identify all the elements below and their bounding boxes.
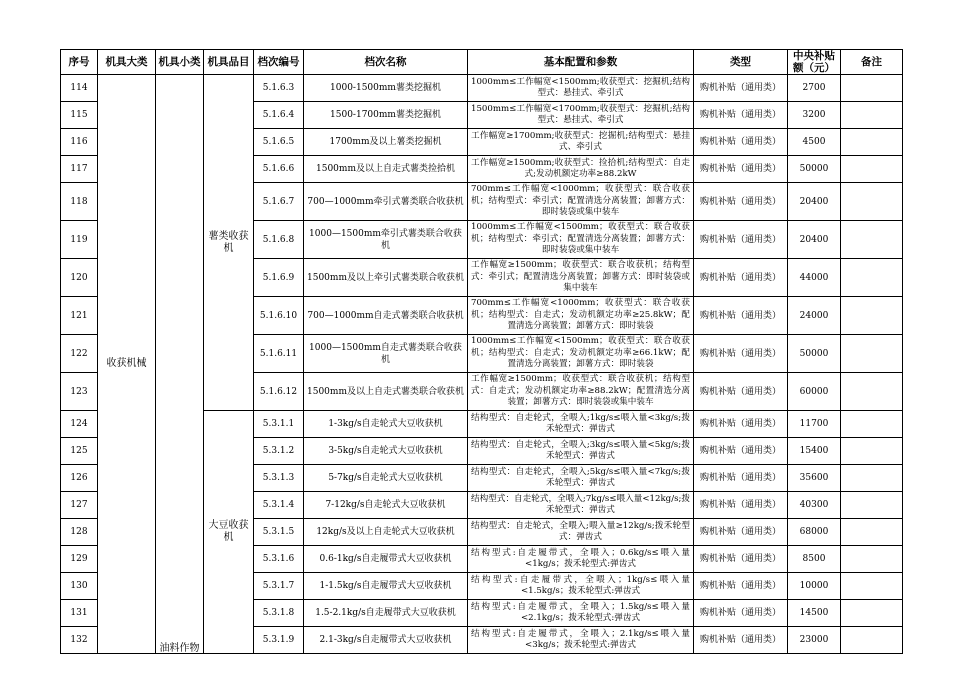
subsidy-type: 购机补贴（通用类） — [694, 335, 788, 373]
subsidy-amount: 20400 — [788, 183, 841, 221]
remark — [841, 546, 903, 573]
grade-name: 1500mm及以上自走式薯类联合收获机 — [304, 373, 468, 411]
subsidy-type: 购机补贴（通用类） — [694, 102, 788, 129]
config-params: 结构型式:自走履带式，全喂入；1kg/s≤喂入量<1.5kg/s；拨禾轮型式:弹齿式 — [468, 573, 694, 600]
machine-subclass — [156, 75, 204, 654]
grade-code: 5.3.1.6 — [254, 546, 304, 573]
subsidy-amount: 24000 — [788, 297, 841, 335]
grade-code: 5.3.1.3 — [254, 465, 304, 492]
grade-name: 1700mm及以上薯类挖掘机 — [304, 129, 468, 156]
row-number: 123 — [61, 373, 98, 411]
remark — [841, 573, 903, 600]
config-params: 结构型式:自走履带式，全喂入；1.5kg/s≤喂入量<2.1kg/s；拨禾轮型式:弹齿式 — [468, 600, 694, 627]
config-params: 700mm≤工作幅宽<1000mm；收获型式：联合收获机；结构型式：牵引式；配置清选分离装置；卸薯方式：即时装袋或集中装车 — [468, 183, 694, 221]
remark — [841, 183, 903, 221]
subsidy-type: 购机补贴（通用类） — [694, 519, 788, 546]
next-subclass-label: 油料作物 — [159, 643, 200, 654]
config-params: 1000mm≤工作幅宽<1500mm；收获型式：联合收获机；结构型式：牵引式；配置清选分离装置；卸薯方式：即时装袋或集中装车 — [468, 221, 694, 259]
grade-code: 5.1.6.4 — [254, 102, 304, 129]
table-header-row — [61, 50, 903, 75]
remark — [841, 259, 903, 297]
row-number: 131 — [61, 600, 98, 627]
config-params: 结构型式：自走轮式，全喂入;1kg/s≤喂入量<3kg/s;拨禾轮型式：弹齿式 — [468, 411, 694, 438]
col-header-note: 备注 — [841, 50, 903, 75]
subsidy-type: 购机补贴（通用类） — [694, 492, 788, 519]
subsidy-type: 购机补贴（通用类） — [694, 411, 788, 438]
subsidy-amount: 4500 — [788, 129, 841, 156]
machine-item-soybean: 大豆收获机 — [204, 411, 254, 654]
subsidy-type: 购机补贴（通用类） — [694, 573, 788, 600]
row-number: 122 — [61, 335, 98, 373]
subsidy-type: 购机补贴（通用类） — [694, 221, 788, 259]
config-params: 工作幅宽≥1500mm;收获型式：捡拾机;结构型式：自走式;发动机额定功率≥88.2kW — [468, 156, 694, 183]
subsidy-type: 购机补贴（通用类） — [694, 75, 788, 102]
machine-category: 收获机械 — [98, 75, 156, 654]
row-number: 125 — [61, 438, 98, 465]
remark — [841, 600, 903, 627]
grade-code: 5.3.1.7 — [254, 573, 304, 600]
grade-name: 0.6-1kg/s自走履带式大豆收获机 — [304, 546, 468, 573]
row-number: 130 — [61, 573, 98, 600]
config-params: 1500mm≤工作幅宽<1700mm;收获型式：挖掘机;结构型式：悬挂式、牵引式 — [468, 102, 694, 129]
machine-item-potato: 薯类收获机 — [204, 75, 254, 411]
remark — [841, 335, 903, 373]
config-params: 结构型式：自走轮式，全喂入;5kg/s≤喂入量<7kg/s;拨禾轮型式：弹齿式 — [468, 465, 694, 492]
subsidy-type: 购机补贴（通用类） — [694, 546, 788, 573]
remark — [841, 156, 903, 183]
row-number: 119 — [61, 221, 98, 259]
subsidy-amount: 35600 — [788, 465, 841, 492]
subsidy-amount: 50000 — [788, 335, 841, 373]
col-header-config: 基本配置和参数 — [468, 50, 694, 75]
grade-name: 3-5kg/s自走轮式大豆收获机 — [304, 438, 468, 465]
grade-name: 1000—1500mm自走式薯类联合收获机 — [304, 335, 468, 373]
grade-name: 1500-1700mm薯类挖掘机 — [304, 102, 468, 129]
grade-code: 5.1.6.9 — [254, 259, 304, 297]
grade-code: 5.1.6.3 — [254, 75, 304, 102]
config-params: 700mm≤工作幅宽<1000mm；收获型式：联合收获机；结构型式：自走式；发动机额定功率≥25.8kW；配置清选分离装置；卸薯方式：即时装袋 — [468, 297, 694, 335]
grade-code: 5.1.6.8 — [254, 221, 304, 259]
subsidy-amount: 10000 — [788, 573, 841, 600]
row-number: 127 — [61, 492, 98, 519]
subsidy-type: 购机补贴（通用类） — [694, 297, 788, 335]
row-number: 116 — [61, 129, 98, 156]
table-row — [61, 75, 903, 102]
row-number: 126 — [61, 465, 98, 492]
config-params: 结构型式：自走轮式，全喂入;7kg/s≤喂入量<12kg/s;拨禾轮型式：弹齿式 — [468, 492, 694, 519]
grade-name: 700—1000mm自走式薯类联合收获机 — [304, 297, 468, 335]
subsidy-type: 购机补贴（通用类） — [694, 465, 788, 492]
col-header-type: 类型 — [694, 50, 788, 75]
row-number: 129 — [61, 546, 98, 573]
grade-name: 700—1000mm牵引式薯类联合收获机 — [304, 183, 468, 221]
subsidy-amount: 8500 — [788, 546, 841, 573]
grade-name: 1-1.5kg/s自走履带式大豆收获机 — [304, 573, 468, 600]
col-header-item: 机具品目 — [204, 50, 254, 75]
row-number: 124 — [61, 411, 98, 438]
row-number: 117 — [61, 156, 98, 183]
config-params: 结构型式：自走轮式，全喂入;喂入量≥12kg/s;拨禾轮型式：弹齿式 — [468, 519, 694, 546]
subsidy-amount: 20400 — [788, 221, 841, 259]
subsidy-amount: 40300 — [788, 492, 841, 519]
grade-name: 1500mm及以上牵引式薯类联合收获机 — [304, 259, 468, 297]
grade-code: 5.1.6.10 — [254, 297, 304, 335]
subsidy-type: 购机补贴（通用类） — [694, 373, 788, 411]
col-header-subclass: 机具小类 — [156, 50, 204, 75]
config-params: 工作幅宽≥1500mm；收获型式：联合收获机；结构型式：自走式；发动机额定功率≥88.2kW；配置清选分离装置；卸薯方式：即时装袋或集中装车 — [468, 373, 694, 411]
config-params: 1000mm≤工作幅宽<1500mm；收获型式：联合收获机；结构型式：自走式；发动机额定功率≥66.1kW；配置清选分离装置；卸薯方式：即时装袋 — [468, 335, 694, 373]
subsidy-type: 购机补贴（通用类） — [694, 156, 788, 183]
grade-code: 5.3.1.9 — [254, 627, 304, 654]
subsidy-amount: 50000 — [788, 156, 841, 183]
subsidy-type: 购机补贴（通用类） — [694, 600, 788, 627]
remark — [841, 438, 903, 465]
subsidy-amount: 2700 — [788, 75, 841, 102]
subsidy-amount: 3200 — [788, 102, 841, 129]
grade-name: 1000-1500mm薯类挖掘机 — [304, 75, 468, 102]
subsidy-table — [60, 49, 903, 654]
grade-name: 12kg/s及以上自走轮式大豆收获机 — [304, 519, 468, 546]
row-number: 128 — [61, 519, 98, 546]
subsidy-amount: 23000 — [788, 627, 841, 654]
remark — [841, 221, 903, 259]
grade-name: 7-12kg/s自走轮式大豆收获机 — [304, 492, 468, 519]
grade-code: 5.1.6.6 — [254, 156, 304, 183]
col-header-amount: 中央补贴额（元） — [788, 50, 841, 75]
col-header-no: 序号 — [61, 50, 98, 75]
col-header-category: 机具大类 — [98, 50, 156, 75]
config-params: 结构型式:自走履带式，全喂入；2.1kg/s≤喂入量<3kg/s；拨禾轮型式:弹齿式 — [468, 627, 694, 654]
row-number: 120 — [61, 259, 98, 297]
row-number: 121 — [61, 297, 98, 335]
remark — [841, 519, 903, 546]
subsidy-type: 购机补贴（通用类） — [694, 259, 788, 297]
config-params: 1000mm≤工作幅宽<1500mm;收获型式：挖掘机;结构型式：悬挂式、牵引式 — [468, 75, 694, 102]
grade-code: 5.3.1.8 — [254, 600, 304, 627]
config-params: 结构型式：自走轮式，全喂入;3kg/s≤喂入量<5kg/s;拨禾轮型式：弹齿式 — [468, 438, 694, 465]
subsidy-amount: 44000 — [788, 259, 841, 297]
subsidy-amount: 14500 — [788, 600, 841, 627]
remark — [841, 102, 903, 129]
config-params: 结构型式:自走履带式，全喂入；0.6kg/s≤喂入量<1kg/s；拨禾轮型式:弹齿式 — [468, 546, 694, 573]
grade-name: 1500mm及以上自走式薯类捡拾机 — [304, 156, 468, 183]
grade-code: 5.1.6.11 — [254, 335, 304, 373]
col-header-code: 档次编号 — [254, 50, 304, 75]
remark — [841, 492, 903, 519]
remark — [841, 627, 903, 654]
grade-name: 5-7kg/s自走轮式大豆收获机 — [304, 465, 468, 492]
grade-name: 1-3kg/s自走轮式大豆收获机 — [304, 411, 468, 438]
grade-name: 1000—1500mm牵引式薯类联合收获机 — [304, 221, 468, 259]
grade-code: 5.3.1.5 — [254, 519, 304, 546]
col-header-name: 档次名称 — [304, 50, 468, 75]
subsidy-amount: 15400 — [788, 438, 841, 465]
grade-code: 5.1.6.7 — [254, 183, 304, 221]
row-number: 114 — [61, 75, 98, 102]
row-number: 132 — [61, 627, 98, 654]
remark — [841, 297, 903, 335]
grade-code: 5.1.6.12 — [254, 373, 304, 411]
grade-code: 5.1.6.5 — [254, 129, 304, 156]
subsidy-amount: 60000 — [788, 373, 841, 411]
remark — [841, 129, 903, 156]
remark — [841, 465, 903, 492]
config-params: 工作幅宽≥1700mm;收获型式：挖掘机;结构型式：悬挂式、牵引式 — [468, 129, 694, 156]
remark — [841, 411, 903, 438]
subsidy-amount: 11700 — [788, 411, 841, 438]
row-number: 118 — [61, 183, 98, 221]
subsidy-type: 购机补贴（通用类） — [694, 438, 788, 465]
remark — [841, 75, 903, 102]
remark — [841, 373, 903, 411]
grade-code: 5.3.1.4 — [254, 492, 304, 519]
grade-name: 2.1-3kg/s自走履带式大豆收获机 — [304, 627, 468, 654]
subsidy-amount: 68000 — [788, 519, 841, 546]
grade-name: 1.5-2.1kg/s自走履带式大豆收获机 — [304, 600, 468, 627]
subsidy-type: 购机补贴（通用类） — [694, 183, 788, 221]
subsidy-type: 购机补贴（通用类） — [694, 627, 788, 654]
row-number: 115 — [61, 102, 98, 129]
grade-code: 5.3.1.1 — [254, 411, 304, 438]
grade-code: 5.3.1.2 — [254, 438, 304, 465]
subsidy-type: 购机补贴（通用类） — [694, 129, 788, 156]
config-params: 工作幅宽≥1500mm；收获型式：联合收获机；结构型式：牵引式；配置清选分离装置；卸薯方式：即时装袋或集中装车 — [468, 259, 694, 297]
